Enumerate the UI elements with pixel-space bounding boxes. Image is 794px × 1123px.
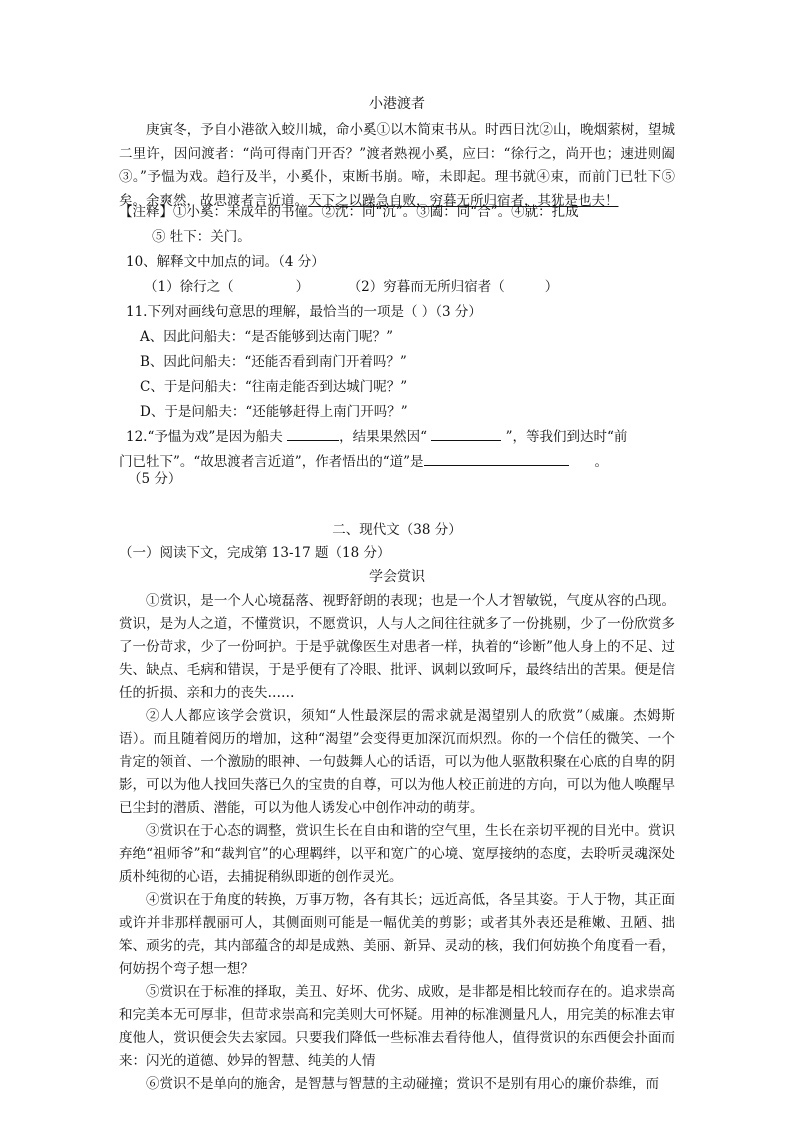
q10-item-2-answer-space[interactable] — [505, 277, 545, 291]
notes-line-1: 【注释】①小奚：未成年的书僮。②沈：同“沉”。③阖：同“合”。④就：扎成 — [119, 204, 579, 220]
classical-title: 小港渡者 — [369, 96, 425, 112]
q12-score: （5 分） — [128, 471, 182, 487]
question-10-items — [144, 275, 704, 295]
classical-passage — [119, 119, 675, 213]
question-11: 11.下列对画线句意思的理解，最恰当的一项是（ ）（3 分） — [126, 304, 482, 320]
article-paragraph: ⑥赏识不是单向的施舍，是智慧与智慧的主动碰撞；赏识不是别有用心的廉价恭维，而 — [146, 1076, 659, 1092]
q12-blank-3[interactable] — [424, 451, 569, 466]
q10-item-2-suffix: ） — [544, 279, 559, 295]
section-2-title: 二、现代文（38 分） — [332, 522, 462, 538]
passage-underlined-sentence: 天下之以躁急自败，穷暮无所归宿者，其犹是也夫！ — [308, 192, 619, 209]
q12-blank-1[interactable] — [287, 426, 339, 441]
reading-instructions: （一）阅读下文，完成第 13-17 题（18 分） — [119, 545, 391, 561]
question-10: 10、解释文中加点的词。（4 分） — [126, 254, 325, 270]
q11-option-d[interactable]: D、于是问船夫：“还能够赶得上南门开吗？” — [140, 404, 408, 420]
q12-text-1: 12.“予愠为戏”是因为船夫 — [126, 429, 283, 445]
q12-text-2: ，结果果然因“ — [339, 429, 427, 445]
q10-item-1-answer-space[interactable] — [234, 277, 296, 291]
q11-option-b[interactable]: B、因此问船夫：“还能否看到南门开着吗？” — [140, 354, 407, 370]
article-paragraph: ④赏识在于角度的转换，万事万物，各有其长；远近高低，各呈其姿。于人于物，其正面或许并非那样靓丽可人，其侧面则可能是一幅优美的剪影；或者其外表还是稚嫩、丑陋、拙笨、顽劣的壳，其内部蕴含的却是成熟、美丽、新异、灵动的核，我们何妨换个角度看一看，何妨拐个弯子想一想？ — [119, 892, 675, 977]
q11-option-c[interactable]: C、于是问船夫：“往南走能否到达城门呢？” — [140, 379, 408, 395]
article-body — [119, 590, 675, 1096]
article-paragraph: ②人人都应该学会赏识，须知“人性最深层的需求就是渴望别人的欣赏”（威廉。杰姆斯语）。而且随着阅历的增加，这种“渴望”会变得更加深沉而炽烈。你的一个信任的微笑、一个肯定的领首、一个激励的眼神、一句鼓舞人心的话语，可以为他人驱散积聚在心底的自卑的阴影，可以为他人找回失落已久的宝贵的自尊，可以为他人校正前进的方向，可以为他人唤醒早已尘封的潜质、潜能，可以为他人诱发心中创作冲动的萌芽。 — [119, 708, 675, 816]
q12-text-4: 门已牡下”。“故思渡者言近道”，作者悟出的“道”是 — [119, 454, 424, 470]
q10-item-1-suffix: ） — [295, 279, 310, 295]
passage-main-text: 庚寅冬，予自小港欲入蛟川城，命小奚①以木简束书从。时西日沈②山，晚烟萦树，望城二里许，因问渡者：“尚可得南门开否？”渡者熟视小奚，应曰：“徐行之，尚开也；速进则阖③。”予愠为戏。趋行及半，小奚仆，束断书崩。啼，未即起。理书就④束，而前门已牡下⑤矣。余爽然，故思渡者言近道。 — [119, 122, 675, 209]
article-paragraph: ③赏识在于心态的调整，赏识生长在自由和谐的空气里，生长在亲切平视的目光中。赏识弃绝“祖师爷”和“裁判官”的心理羁绊，以平和宽广的心境、宽厚接纳的态度，去聆听灵魂深处质朴纯彻的心语，去捕捉稍纵即逝的创作灵光。 — [119, 823, 675, 885]
question-12-line-1 — [126, 425, 686, 445]
notes-line-2: ⑤ 牡下：关门。 — [152, 229, 251, 245]
q12-text-5: 。 — [594, 454, 609, 470]
q12-text-3: ”，等我们到达时“前 — [505, 429, 628, 445]
q10-item-2-prefix: （2）穷暮而无所归宿者（ — [347, 279, 505, 295]
q10-item-1-prefix: （1）徐行之（ — [144, 279, 234, 295]
article-paragraph: ⑤赏识在于标准的择取，美丑、好坏、优劣、成败，是非都是相比较而存在的。追求崇高和完美本无可厚非，但苛求崇高和完美则大可怀疑。用神的标准测量凡人，用完美的标准去审度他人，赏识便会失去家园。只要我们降低一些标准去看待他人，值得赏识的东西便会扑面而来：闪光的道德、妙异的智慧、纯美的人情 — [119, 984, 675, 1069]
q11-option-a[interactable]: A、因此问船夫：“是否能够到达南门呢？” — [140, 329, 394, 345]
article-title: 学会赏识 — [369, 569, 425, 585]
article-paragraph: ①赏识，是一个人心境磊落、视野舒朗的表现；也是一个人才智敏锐，气度从容的凸现。赏识，是为人之道，不懂赏识，不愿赏识，人与人之间往往就多了一份挑剔，少了一份欣赏多了一份苛求，少了一份呵护。于是乎就像医生对患者一样，执着的“诊断”他人身上的不足、过失、缺点、毛病和错误，于是乎便有了冷眼、批评、讽刺以致呵斥，最终结出的苦果。便是信任的折损、亲和力的丧失…… — [119, 593, 675, 701]
q12-blank-2[interactable] — [431, 426, 501, 441]
